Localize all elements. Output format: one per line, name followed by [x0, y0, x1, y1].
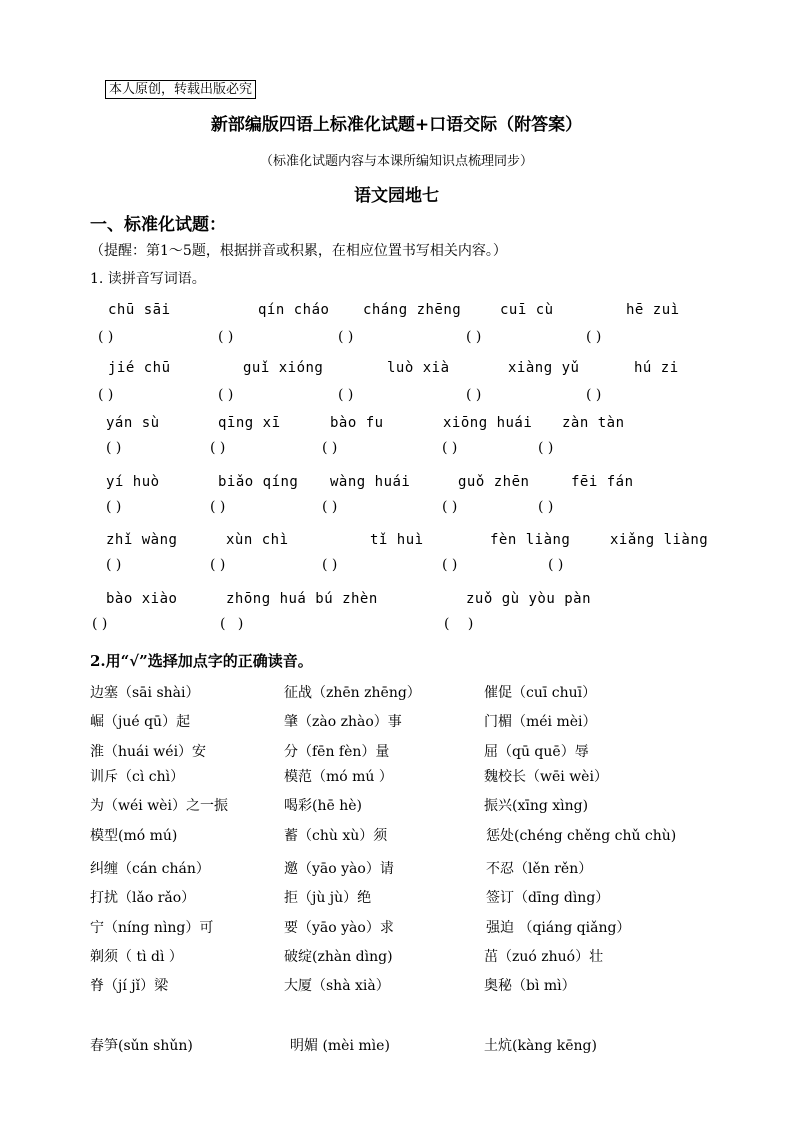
reading-item: 宁（níng nìng）可: [90, 920, 214, 936]
reading-item: 模范（mó mú ）: [284, 769, 393, 785]
reading-item: 大厦（shà xià）: [284, 978, 390, 994]
reading-item: 春笋(sǔn shǔn): [90, 1038, 193, 1054]
answer-bracket: ( ): [218, 329, 234, 345]
reminder-text: （提醒：第1～5题，根据拼音或积累，在相应位置书写相关内容。）: [90, 243, 507, 259]
answer-bracket: ( ): [322, 499, 338, 515]
pinyin: wàng huái: [330, 474, 411, 490]
pinyin: fēi fán: [571, 474, 634, 490]
pinyin: zuǒ gù yòu pàn: [466, 591, 592, 607]
reading-item: 脊（jí jǐ）梁: [90, 978, 169, 994]
answer-bracket: ( ): [98, 387, 114, 403]
reading-item: 崛（jué qū）起: [90, 714, 191, 730]
answer-bracket: ( ): [444, 616, 474, 632]
reading-item: 催促（cuī chuī）: [484, 685, 597, 701]
pinyin: biǎo qíng: [218, 474, 299, 490]
answer-bracket: ( ): [210, 499, 226, 515]
answer-bracket: ( ): [538, 440, 554, 456]
pinyin: xiōng huái: [443, 415, 533, 431]
reading-item: 征战（zhēn zhēng）: [284, 685, 421, 701]
pinyin: cháng zhēng: [363, 302, 462, 318]
answer-bracket: ( ): [210, 440, 226, 456]
pinyin: qīng xī: [218, 415, 281, 431]
reading-item: 签订（dīng dìng）: [486, 890, 610, 906]
reading-item: 分（fēn fèn）量: [284, 744, 390, 760]
reading-item: 要（yāo yào）求: [284, 920, 394, 936]
reading-item: 魏校长（wēi wèi）: [484, 769, 608, 785]
pinyin: zàn tàn: [562, 415, 625, 431]
answer-bracket: ( ): [442, 440, 458, 456]
reading-item: 奥秘（bì mì）: [484, 978, 576, 994]
reading-item: 拒（jù jù）绝: [284, 890, 372, 906]
answer-bracket: ( ): [98, 329, 114, 345]
answer-bracket: ( ): [586, 387, 602, 403]
reading-item: 破绽(zhàn dìng): [284, 949, 393, 965]
pinyin: qín cháo: [258, 302, 330, 318]
answer-bracket: ( ): [92, 616, 108, 632]
reading-item: 边塞（sāi shài）: [90, 685, 200, 701]
pinyin: hē zuì: [626, 302, 680, 318]
answer-bracket: ( ): [466, 329, 482, 345]
question-1-title: 1. 读拼音写词语。: [90, 271, 206, 287]
pinyin: luò xià: [387, 360, 450, 376]
reading-item: 屈（qū quē）辱: [484, 744, 589, 760]
answer-bracket: ( ): [106, 499, 122, 515]
answer-bracket: ( ): [218, 387, 234, 403]
pinyin: bào xiào: [106, 591, 178, 607]
reading-item: 喝彩(hē hè): [284, 798, 362, 814]
pinyin: yí huò: [106, 474, 160, 490]
pinyin: fèn liàng: [490, 532, 571, 548]
answer-bracket: ( ): [338, 329, 354, 345]
reading-item: 训斥（cì chì）: [90, 769, 185, 785]
answer-bracket: ( ): [220, 616, 244, 632]
page-subtitle: （标准化试题内容与本课所编知识点梳理同步）: [259, 154, 533, 169]
pinyin: bào fu: [330, 415, 384, 431]
reading-item: 邀（yāo yào）请: [284, 861, 394, 877]
reading-item: 不忍（lěn rěn）: [486, 861, 593, 877]
reading-item: 门楣（méi mèi）: [484, 714, 597, 730]
answer-bracket: ( ): [322, 440, 338, 456]
pinyin: jié chū: [108, 360, 171, 376]
answer-bracket: ( ): [538, 499, 554, 515]
answer-bracket: ( ): [106, 557, 122, 573]
pinyin: zhǐ wàng: [106, 532, 178, 548]
reading-item: 强迫 （qiáng qiǎng）: [486, 920, 631, 936]
pinyin: guǐ xióng: [243, 360, 324, 376]
page-title: 新部编版四语上标准化试题+口语交际（附答案）: [210, 115, 583, 135]
answer-bracket: ( ): [442, 557, 458, 573]
reading-item: 振兴(xīng xìng): [484, 798, 589, 814]
reading-item: 纠缠（cán chán）: [90, 861, 210, 877]
reading-item: 淮（huái wéi）安: [90, 744, 207, 760]
reading-item: 为（wéi wèi）之一振: [90, 798, 228, 814]
reading-item: 模型(mó mú): [90, 828, 178, 844]
answer-bracket: ( ): [548, 557, 564, 573]
pinyin: zhōng huá bú zhèn: [226, 591, 378, 607]
reading-item: 打扰（lǎo rǎo）: [90, 890, 196, 906]
pinyin: xiǎng liàng: [610, 532, 709, 548]
pinyin: chū sāi: [108, 302, 171, 318]
reading-item: 剃须（ tì dì ）: [90, 949, 183, 965]
question-2-title: 2.用“√”选择加点字的正确读音。: [90, 652, 313, 670]
reading-item: 茁（zuó zhuó）壮: [484, 949, 604, 965]
reading-item: 蓄（chù xù）须: [284, 828, 388, 844]
pinyin: yán sù: [106, 415, 160, 431]
pinyin: xùn chì: [226, 532, 289, 548]
copyright-notice: 本人原创，转载出版必究: [105, 80, 256, 99]
pinyin: cuī cù: [500, 302, 554, 318]
section-heading: 一、标准化试题：: [90, 215, 226, 235]
answer-bracket: ( ): [442, 499, 458, 515]
answer-bracket: ( ): [210, 557, 226, 573]
reading-item: 明媚 (mèi mìe): [290, 1038, 390, 1054]
lesson-title: 语文园地七: [354, 186, 439, 206]
reading-item: 土炕(kàng kēng): [484, 1038, 597, 1054]
pinyin: xiàng yǔ: [508, 360, 580, 376]
pinyin: hú zi: [634, 360, 679, 376]
answer-bracket: ( ): [466, 387, 482, 403]
answer-bracket: ( ): [586, 329, 602, 345]
answer-bracket: ( ): [106, 440, 122, 456]
answer-bracket: ( ): [338, 387, 354, 403]
reading-item: 肇（zào zhào）事: [284, 714, 402, 730]
reading-item: 惩处(chéng chěng chǔ chù): [486, 828, 677, 844]
answer-bracket: ( ): [322, 557, 338, 573]
pinyin: tǐ huì: [370, 532, 424, 548]
pinyin: guǒ zhēn: [458, 474, 530, 490]
